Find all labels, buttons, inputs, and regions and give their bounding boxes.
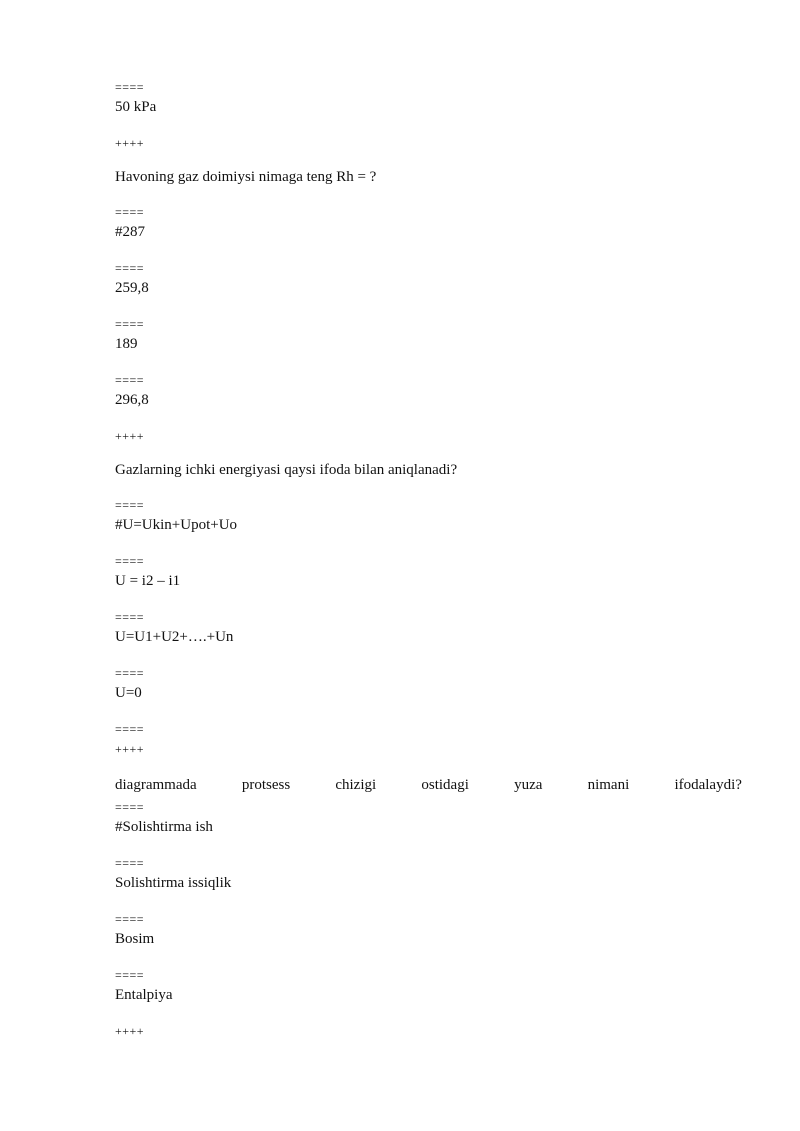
separator-line: ====	[115, 856, 145, 870]
answer-option: Entalpiya	[115, 987, 173, 1003]
question-word: ostidagi	[421, 777, 469, 793]
answer-option: 296,8	[115, 392, 149, 408]
answer-option: 259,8	[115, 280, 149, 296]
separator-line: ====	[115, 968, 145, 982]
separator-line: ====	[115, 80, 145, 94]
separator-line: ====	[115, 205, 145, 219]
answer-option: Solishtirma issiqlik	[115, 875, 232, 891]
question-word: diagrammada	[115, 777, 197, 793]
answer-option: Bosim	[115, 931, 155, 947]
answer-option-correct: #U=Ukin+Upot+Uo	[115, 517, 238, 533]
answer-option: 50 kPa	[115, 99, 157, 115]
separator-line: ====	[115, 722, 145, 736]
separator-line: ====	[115, 498, 145, 512]
question-text-justified	[115, 776, 742, 794]
question-separator: ++++	[115, 429, 145, 443]
answer-option-correct: #287	[115, 224, 145, 240]
answer-option: 189	[115, 336, 138, 352]
question-word: yuza	[514, 777, 543, 793]
answer-option: U=0	[115, 685, 142, 701]
separator-line: ====	[115, 800, 145, 814]
question-word: chizigi	[335, 777, 377, 793]
answer-option: U = i2 – i1	[115, 573, 181, 589]
separator-line: ====	[115, 554, 145, 568]
separator-line: ====	[115, 912, 145, 926]
question-text: Gazlarning ichki energiyasi qaysi ifoda bilan aniqlanadi?	[115, 462, 458, 478]
question-text: Havoning gaz doimiysi nimaga teng Rh = ?	[115, 169, 377, 185]
question-word: nimani	[587, 777, 630, 793]
answer-option: U=U1+U2+….+Un	[115, 629, 234, 645]
question-separator: ++++	[115, 742, 145, 756]
answer-option-correct: #Solishtirma ish	[115, 819, 213, 835]
separator-line: ====	[115, 666, 145, 680]
question-word: ifodalaydi?	[674, 777, 742, 793]
separator-line: ====	[115, 317, 145, 331]
separator-line: ====	[115, 610, 145, 624]
question-separator: ++++	[115, 1024, 145, 1038]
separator-line: ====	[115, 261, 145, 275]
question-word: protsess	[241, 777, 291, 793]
question-separator: ++++	[115, 136, 145, 150]
separator-line: ====	[115, 373, 145, 387]
